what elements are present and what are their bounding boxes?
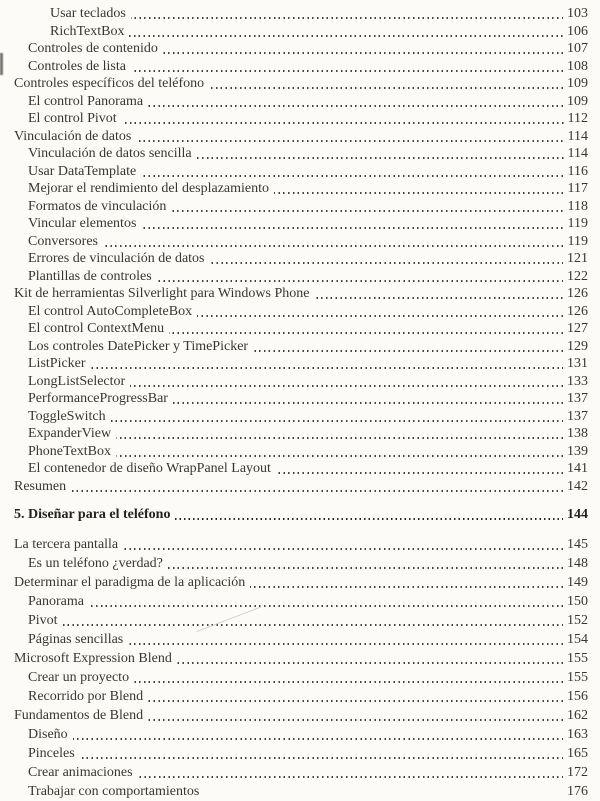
toc-entry-title: Kit de herramientas Silverlight para Windows Phone — [14, 286, 310, 301]
toc-entry-page: 165 — [567, 746, 588, 761]
toc-entry — [14, 443, 588, 461]
toc-entry — [14, 355, 588, 373]
toc-entry — [14, 744, 588, 763]
toc-entry-title: PhoneTextBox — [28, 443, 112, 459]
toc-entry-page: 163 — [567, 727, 588, 742]
toc-entry-page: 108 — [567, 58, 588, 74]
dot-leader — [138, 776, 563, 778]
toc-entry-title: Vinculación de datos — [14, 128, 132, 144]
toc-entry-page: 126 — [567, 286, 588, 301]
toc-entry-page: 155 — [567, 670, 588, 685]
toc-entry-title: Controles de contenido — [28, 41, 158, 56]
dot-leader — [274, 192, 563, 194]
toc-entry-title: Plantillas de controles — [28, 268, 152, 284]
toc-entry-page: 148 — [567, 556, 588, 571]
toc-entry-page: 149 — [567, 575, 588, 590]
toc-entry — [14, 687, 588, 706]
toc-entry-page: 172 — [567, 765, 588, 780]
toc-entry-page: 116 — [567, 163, 588, 179]
dot-leader — [197, 157, 564, 159]
dot-leader — [123, 548, 563, 550]
toc-entry-page: 144 — [567, 507, 588, 522]
dot-leader — [209, 87, 563, 89]
dot-leader — [169, 332, 563, 334]
toc-entry-title: El control Panorama — [28, 93, 144, 109]
toc-entry-page: 119 — [567, 233, 588, 249]
dot-leader — [141, 175, 563, 177]
toc-list — [14, 5, 588, 801]
dot-leader — [148, 700, 563, 702]
dot-leader — [80, 757, 563, 759]
toc-entry-title: Usar teclados — [50, 6, 126, 21]
toc-entry — [14, 250, 588, 268]
toc-entry-title: Es un teléfono ¿verdad? — [28, 556, 163, 571]
toc-entry — [14, 285, 588, 303]
toc-entry-title: Trabajar con comportamientos — [28, 784, 200, 799]
dot-leader — [204, 795, 563, 797]
toc-entry-page: 142 — [567, 478, 588, 494]
toc-entry — [14, 128, 588, 146]
dot-leader — [148, 719, 563, 721]
toc-entry — [14, 373, 588, 391]
toc-entry-page: 121 — [567, 251, 588, 266]
toc-entry-title: LongListSelector — [28, 373, 126, 389]
toc-entry-title: Usar DataTemplate — [28, 163, 137, 179]
toc-entry-page: 156 — [567, 689, 588, 704]
toc-entry — [14, 23, 588, 41]
toc-entry-page: 119 — [567, 216, 588, 231]
scan-edge-smudge-artifact — [0, 53, 3, 75]
toc-entry-page: 118 — [567, 198, 588, 214]
toc-entry-page: 126 — [567, 303, 588, 319]
toc-entry-title: Los controles DatePicker y TimePicker — [28, 338, 249, 354]
toc-entry-title: El control AutoCompleteBox — [28, 303, 193, 319]
toc-entry — [14, 110, 588, 128]
toc-entry-page: 139 — [567, 443, 588, 459]
toc-entry — [14, 198, 588, 216]
toc-entry — [14, 338, 588, 356]
toc-entry — [14, 649, 588, 668]
toc-entry-title: Controles de lista — [28, 58, 126, 74]
dot-leader — [71, 490, 563, 492]
dot-leader — [173, 402, 563, 404]
dot-leader — [136, 140, 563, 142]
toc-entry-page: 155 — [567, 651, 588, 666]
toc-entry-page: 129 — [567, 338, 588, 354]
toc-entry-title: ListPicker — [28, 356, 86, 371]
toc-entry-title: El contenedor de diseño WrapPanel Layout — [28, 461, 271, 476]
toc-entry — [14, 303, 588, 321]
dot-leader — [276, 472, 563, 474]
toc-entry-title: ExpanderView — [28, 426, 112, 441]
toc-entry — [14, 145, 588, 163]
toc-entry-page: 112 — [567, 111, 588, 126]
dot-leader — [163, 52, 563, 54]
toc-entry-title: 5. Diseñar para el teléfono — [14, 507, 171, 522]
dot-leader — [116, 455, 563, 457]
toc-entry — [14, 40, 588, 58]
dot-leader — [250, 586, 563, 588]
toc-entry — [14, 611, 588, 630]
toc-entry-title: Mejorar el rendimiento del desplazamiento — [28, 181, 270, 196]
toc-entry-title: Errores de vinculación de datos — [28, 251, 205, 266]
toc-entry — [14, 233, 588, 251]
toc-entry-title: Vincular elementos — [28, 216, 137, 231]
toc-entry-page: 152 — [567, 613, 588, 628]
toc-entry-title: Fundamentos de Blend — [14, 708, 144, 723]
toc-entry — [14, 460, 588, 478]
toc-entry — [14, 5, 588, 23]
toc-entry-title: El control Pivot — [28, 111, 117, 126]
dot-leader — [134, 681, 563, 683]
toc-entry — [14, 425, 588, 443]
toc-entry-title: Vinculación de datos sencilla — [28, 146, 192, 161]
toc-entry-title: El control ContextMenu — [28, 321, 165, 336]
toc-entry-page: 107 — [567, 41, 588, 56]
toc-entry-page: 109 — [567, 93, 588, 109]
toc-entry-page: 109 — [567, 76, 588, 91]
toc-entry-page: 103 — [567, 6, 588, 21]
toc-entry-title: Controles específicos del teléfono — [14, 76, 205, 91]
toc-entry-title: Panorama — [28, 594, 84, 609]
toc-entry — [14, 725, 588, 744]
dot-leader — [89, 605, 563, 607]
dot-leader — [177, 662, 563, 664]
toc-entry-page: 162 — [567, 708, 588, 723]
toc-entry-title: PerformanceProgressBar — [28, 391, 168, 406]
toc-entry-page: 141 — [567, 461, 588, 476]
dot-leader — [91, 367, 563, 369]
toc-chapter-entry — [14, 505, 588, 524]
toc-entry-title: Microsoft Expression Blend — [14, 651, 172, 666]
toc-entry-page: 114 — [567, 146, 588, 161]
toc-entry-page: 131 — [567, 356, 588, 371]
toc-entry-title: La tercera pantalla — [14, 537, 119, 552]
toc-entry-title: Crear animaciones — [28, 765, 133, 780]
toc-entry-page: 150 — [567, 594, 588, 609]
toc-entry — [14, 215, 588, 233]
toc-entry-title: Crear un proyecto — [28, 670, 130, 685]
toc-entry-title: Resumen — [14, 478, 67, 494]
toc-entry — [14, 58, 588, 76]
toc-entry-page: 154 — [567, 632, 588, 647]
toc-entry — [14, 630, 588, 649]
dot-leader — [314, 297, 563, 299]
toc-entry-page: 114 — [567, 128, 588, 144]
toc-entry-title: Pivot — [28, 613, 58, 628]
toc-entry — [14, 668, 588, 687]
toc-entry-page: 127 — [567, 321, 588, 336]
toc-entry — [14, 782, 588, 801]
toc-entry-title: Pinceles — [28, 746, 75, 761]
toc-entry-page: 137 — [567, 391, 588, 406]
dot-leader — [73, 738, 563, 740]
toc-entry — [14, 163, 588, 181]
dot-leader — [197, 315, 563, 317]
dot-leader — [129, 35, 563, 37]
toc-entry-title: ToggleSwitch — [28, 408, 106, 424]
dot-leader — [253, 350, 563, 352]
toc-entry-title: Determinar el paradigma de la aplicación — [14, 575, 246, 590]
dot-leader — [63, 624, 563, 626]
dot-leader — [157, 280, 563, 282]
dot-leader — [171, 210, 563, 212]
toc-entry — [14, 706, 588, 725]
toc-entry — [14, 535, 588, 554]
dot-leader — [141, 227, 563, 229]
toc-entry — [14, 763, 588, 782]
toc-entry — [14, 180, 588, 198]
toc-entry — [14, 320, 588, 338]
dot-leader — [128, 643, 563, 645]
toc-entry-page: 137 — [567, 408, 588, 424]
dot-leader — [131, 17, 563, 19]
toc-entry-title: Conversores — [28, 233, 98, 249]
toc-entry — [14, 592, 588, 611]
toc-entry-page: 133 — [567, 373, 588, 389]
dot-leader — [168, 567, 563, 569]
toc-entry — [14, 408, 588, 426]
dot-leader — [175, 518, 563, 520]
toc-entry-title: RichTextBox — [50, 23, 125, 39]
toc-entry-page: 138 — [567, 426, 588, 441]
toc-entry — [14, 93, 588, 111]
toc-entry-page: 176 — [567, 784, 588, 799]
toc-entry-page: 117 — [567, 181, 588, 196]
toc-entry-title: Diseño — [28, 727, 68, 742]
dot-leader — [122, 122, 564, 124]
toc-entry — [14, 478, 588, 496]
toc-entry-page: 145 — [567, 537, 588, 552]
toc-entry-page: 106 — [567, 23, 588, 39]
dot-leader — [111, 420, 563, 422]
toc-entry — [14, 390, 588, 408]
dot-leader — [131, 70, 563, 72]
toc-entry — [14, 554, 588, 573]
dot-leader — [116, 437, 563, 439]
dot-leader — [103, 245, 564, 247]
toc-entry-page: 122 — [567, 268, 588, 284]
toc-entry-title: Formatos de vinculación — [28, 198, 167, 214]
toc-entry — [14, 268, 588, 286]
toc-entry — [14, 75, 588, 93]
dot-leader — [210, 262, 564, 264]
toc-entry-title: Páginas sencillas — [28, 632, 124, 647]
toc-entry-title: Recorrido por Blend — [28, 689, 144, 704]
dot-leader — [148, 105, 563, 107]
dot-leader — [130, 385, 563, 387]
toc-entry — [14, 573, 588, 592]
